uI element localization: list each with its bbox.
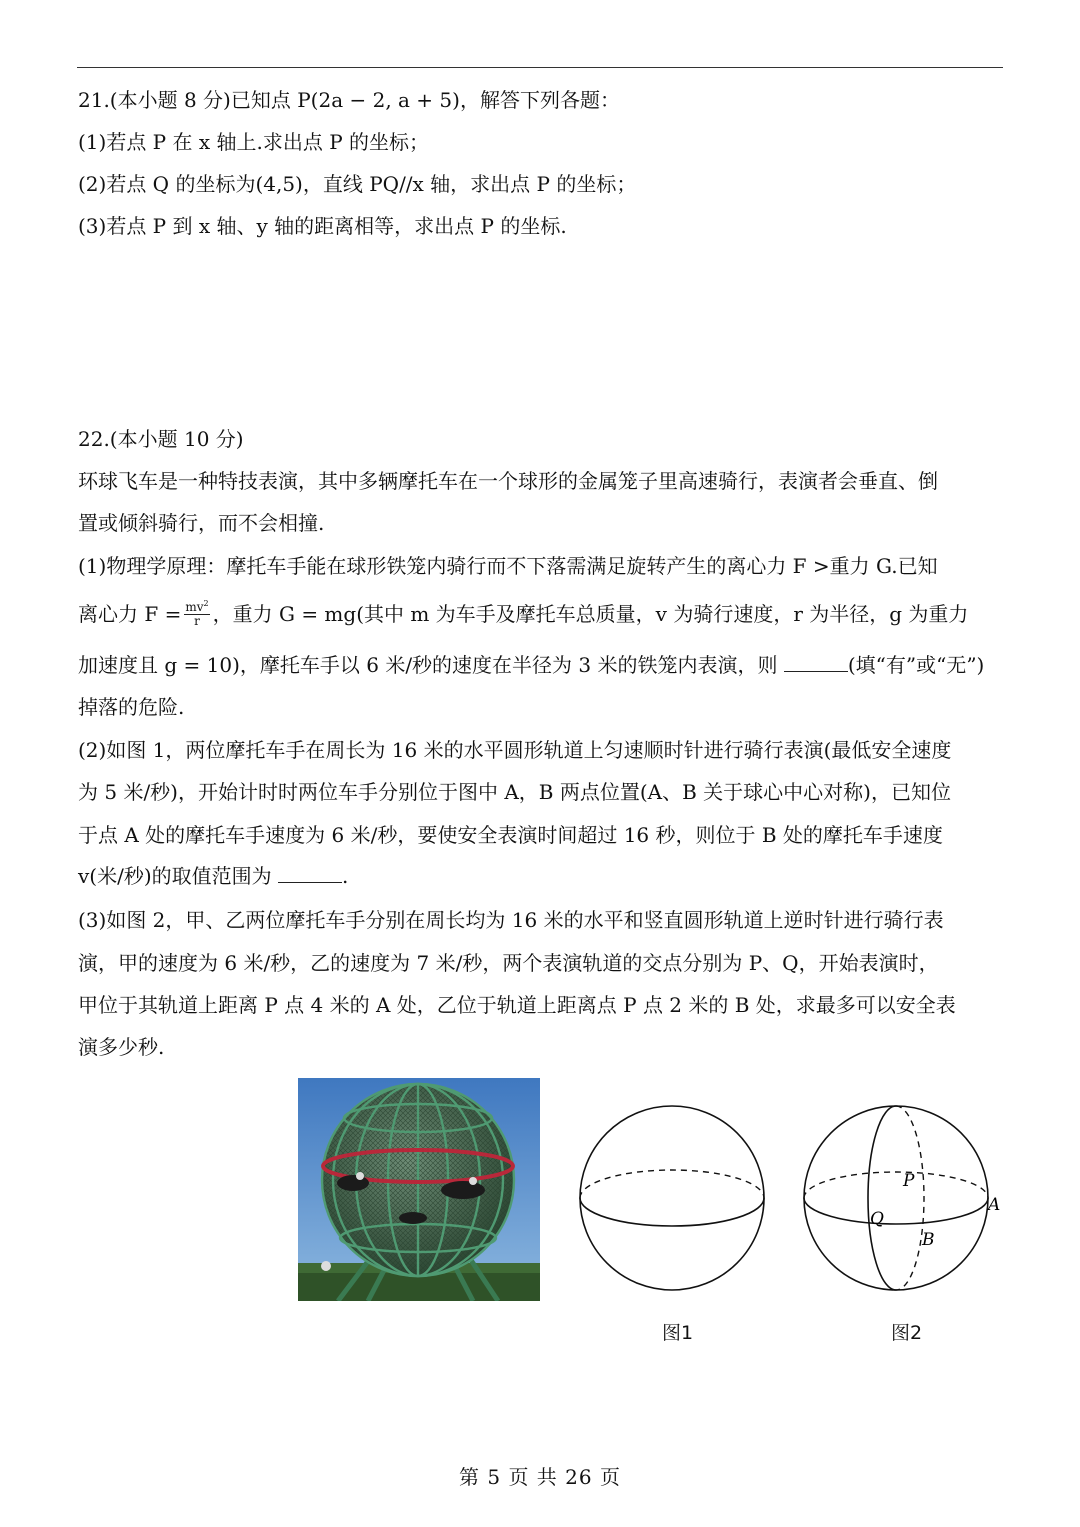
q22-part3-line4: 演多少秒. <box>78 1035 165 1059</box>
part1-fill-hint: (填“有”或“无”) <box>847 653 985 677</box>
fraction-numerator: mv <box>185 599 204 614</box>
q22-intro-line2: 置或倾斜骑行，而不会相撞. <box>78 511 325 535</box>
q22-intro-line1: 环球飞车是一种特技表演，其中多辆摩托车在一个球形的金属笼子里高速骑行，表演者会垂直、倒 <box>78 469 938 493</box>
header-rule <box>77 67 1003 68</box>
q22-part2-line3: 于点 A 处的摩托车手速度为 6 米/秒，要使安全表演时间超过 16 秒，则位于 B 处的摩托车手速度 <box>78 823 943 847</box>
q22-part1-line3 <box>78 651 1008 679</box>
fig2-vertical-track-back <box>896 1106 924 1290</box>
figure-1-label: 图1 <box>662 1322 694 1344</box>
fig2-horizontal-track-back <box>804 1172 988 1198</box>
q21-part1: (1)若点 P 在 x 轴上.求出点 P 的坐标； <box>78 130 430 154</box>
answer-blank-2[interactable] <box>278 864 342 883</box>
globe-cage-photo <box>298 1078 540 1301</box>
q22-part2-line4 <box>78 862 1008 890</box>
fig1-track-back <box>580 1170 764 1198</box>
q22-part3-line3: 甲位于其轨道上距离 P 点 4 米的 A 处，乙位于轨道上距离点 P 点 2 米的 B 处，求最多可以安全表 <box>78 993 956 1017</box>
q22-part1-line1: (1)物理学原理：摩托车手能在球形铁笼内骑行而不下落需满足旋转产生的离心力 F >重力 G.已知 <box>78 554 938 578</box>
q22-part3-line2: 演，甲的速度为 6 米/秒，乙的速度为 7 米/秒，两个表演轨道的交点分别为 P、Q，开始表演时， <box>78 951 939 975</box>
fraction-denominator: r <box>194 613 200 628</box>
fig2-horizontal-track-front <box>804 1198 988 1224</box>
fraction-exponent: 2 <box>203 598 209 608</box>
page-footer: 第 5 页 共 26 页 <box>459 1465 621 1489</box>
figure-2-label: 图2 <box>891 1322 923 1344</box>
part1-question-text: 加速度且 g = 10)，摩托车手以 6 米/秒的速度在半径为 3 米的铁笼内表演，则 <box>78 653 784 677</box>
gravity-text: ，重力 G = mg(其中 m 为车手及摩托车总质量，v 为骑行速度，r 为半径，g 为重力 <box>212 602 969 626</box>
fig2-point-b: B <box>922 1230 935 1250</box>
q22-part3-line1: (3)如图 2，甲、乙两位摩托车手分别在周长均为 16 米的水平和竖直圆形轨道上逆时针进行骑行表 <box>78 908 944 932</box>
q21-stem: 21.(本小题 8 分)已知点 P(2a − 2, a + 5)，解答下列各题： <box>78 88 620 112</box>
q21-part2: (2)若点 Q 的坐标为(4,5)，直线 PQ//x 轴，求出点 P 的坐标； <box>78 172 637 196</box>
fig2-vertical-track-front <box>868 1106 896 1290</box>
q22-part2-line2: 为 5 米/秒)，开始计时时两位车手分别位于图中 A，B 两点位置(A、B 关于球心中心对称)，已知位 <box>78 780 951 804</box>
q22-stem: 22.(本小题 10 分) <box>78 427 244 451</box>
q22-part1-line4: 掉落的危险. <box>78 695 185 719</box>
q22-part1-line2 <box>78 600 1008 630</box>
q22-part2-line1: (2)如图 1，两位摩托车手在周长为 16 米的水平圆形轨道上匀速顺时针进行骑行表演(最低安全速度 <box>78 738 952 762</box>
fig2-sphere-outline <box>804 1106 988 1290</box>
fig2-point-q: Q <box>870 1209 884 1229</box>
part2-question-text: v(米/秒)的取值范围为 <box>78 864 278 888</box>
fig1-sphere-outline <box>580 1106 764 1290</box>
fig2-point-p: P <box>903 1171 915 1191</box>
centrifugal-label: 离心力 F = <box>78 602 182 626</box>
centrifugal-fraction <box>184 600 209 628</box>
figure-1-sphere <box>572 1098 772 1298</box>
figure-2-sphere <box>796 1098 1016 1298</box>
part2-period: . <box>342 864 349 888</box>
q21-part3: (3)若点 P 到 x 轴、y 轴的距离相等，求出点 P 的坐标. <box>78 214 567 238</box>
fig2-point-a: A <box>988 1195 1001 1215</box>
answer-blank-1[interactable] <box>784 653 848 672</box>
fig1-track-front <box>580 1198 764 1226</box>
